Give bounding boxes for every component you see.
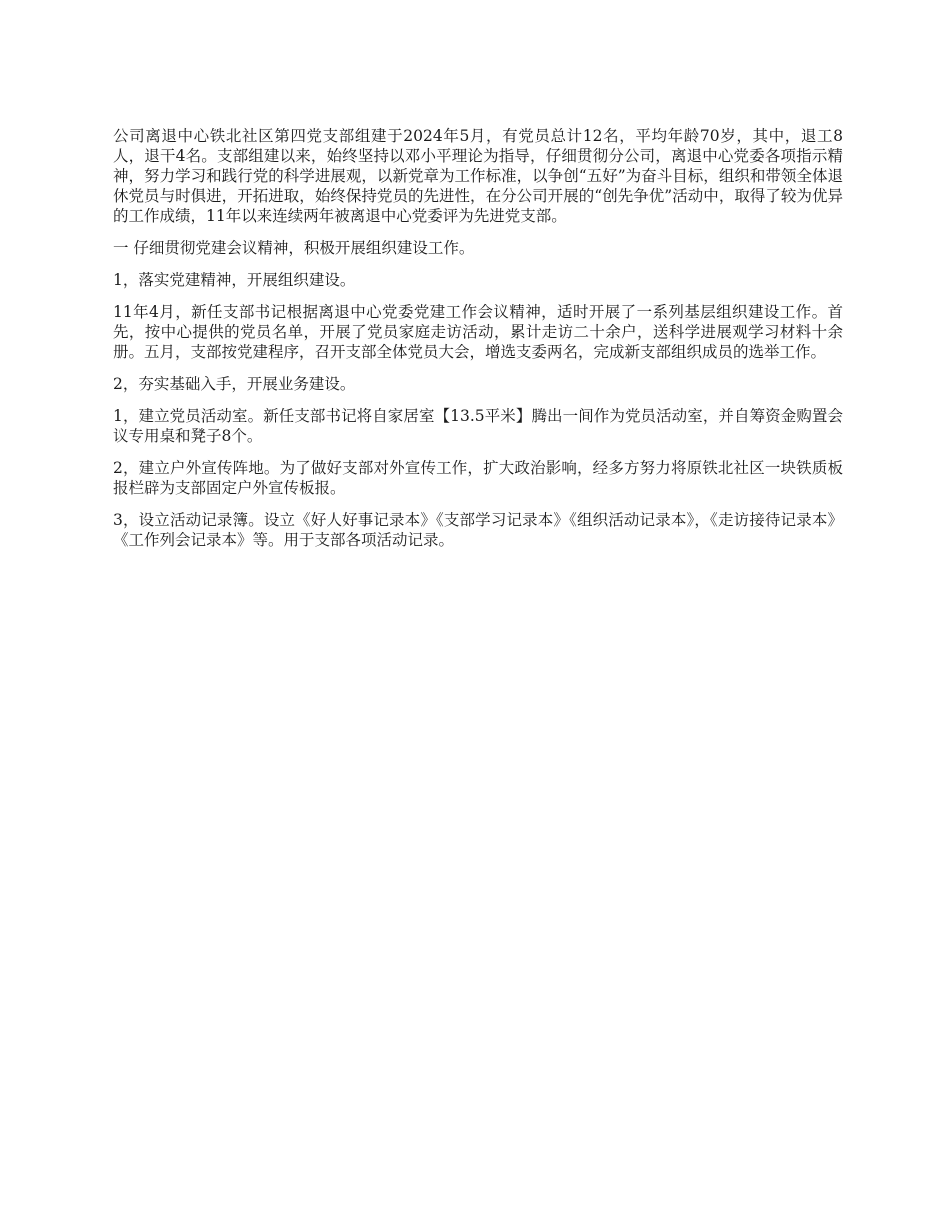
list-item: 3，设立活动记录簿。设立《好人好事记录本》《支部学习记录本》《组织活动记录本》，《走访接待记录本》《工作列会记录本》等。用于支部各项活动记录。 <box>113 511 843 549</box>
list-item: 2，建立户外宣传阵地。为了做好支部对外宣传工作，扩大政治影响，经多方努力将原铁北社区一块铁质板报栏辟为支部固定户外宣传板报。 <box>113 459 843 497</box>
body-paragraph: 11年4月，新任支部书记根据离退中心党委党建工作会议精神，适时开展了一系列基层组织建设工作。首先，按中心提供的党员名单，开展了党员家庭走访活动，累计走访二十余户，送科学进展观学习材料十余册。五月，支部按党建程序，召开支部全体党员大会，增选支委两名，完成新支部组织成员的选举工作。 <box>113 303 843 361</box>
subsection-heading-2: 2，夯实基础入手，开展业务建设。 <box>113 375 356 393</box>
subsection-heading-1: 1，落实党建精神，开展组织建设。 <box>113 271 356 289</box>
document-body <box>113 126 843 562</box>
intro-paragraph: 公司离退中心铁北社区第四党支部组建于2024年5月，有党员总计12名，平均年龄70岁，其中，退工8人，退干4名。支部组建以来，始终坚持以邓小平理论为指导，仔细贯彻分公司，离退中心党委各项指示精神，努力学习和践行党的科学进展观，以新党章为工作标准，以争创“五好”为奋斗目标，组织和带领全体退休党员与时俱进，开拓进取，始终保持党员的先进性，在分公司开展的“创先争优”活动中，取得了较为优异的工作成绩，11年以来连续两年被离退中心党委评为先进党支部。 <box>113 127 843 225</box>
list-item: 1，建立党员活动室。新任支部书记将自家居室【13.5平米】腾出一间作为党员活动室，并自筹资金购置会议专用桌和凳子8个。 <box>113 407 843 445</box>
section-heading: 一 仔细贯彻党建会议精神，积极开展组织建设工作。 <box>113 239 475 257</box>
